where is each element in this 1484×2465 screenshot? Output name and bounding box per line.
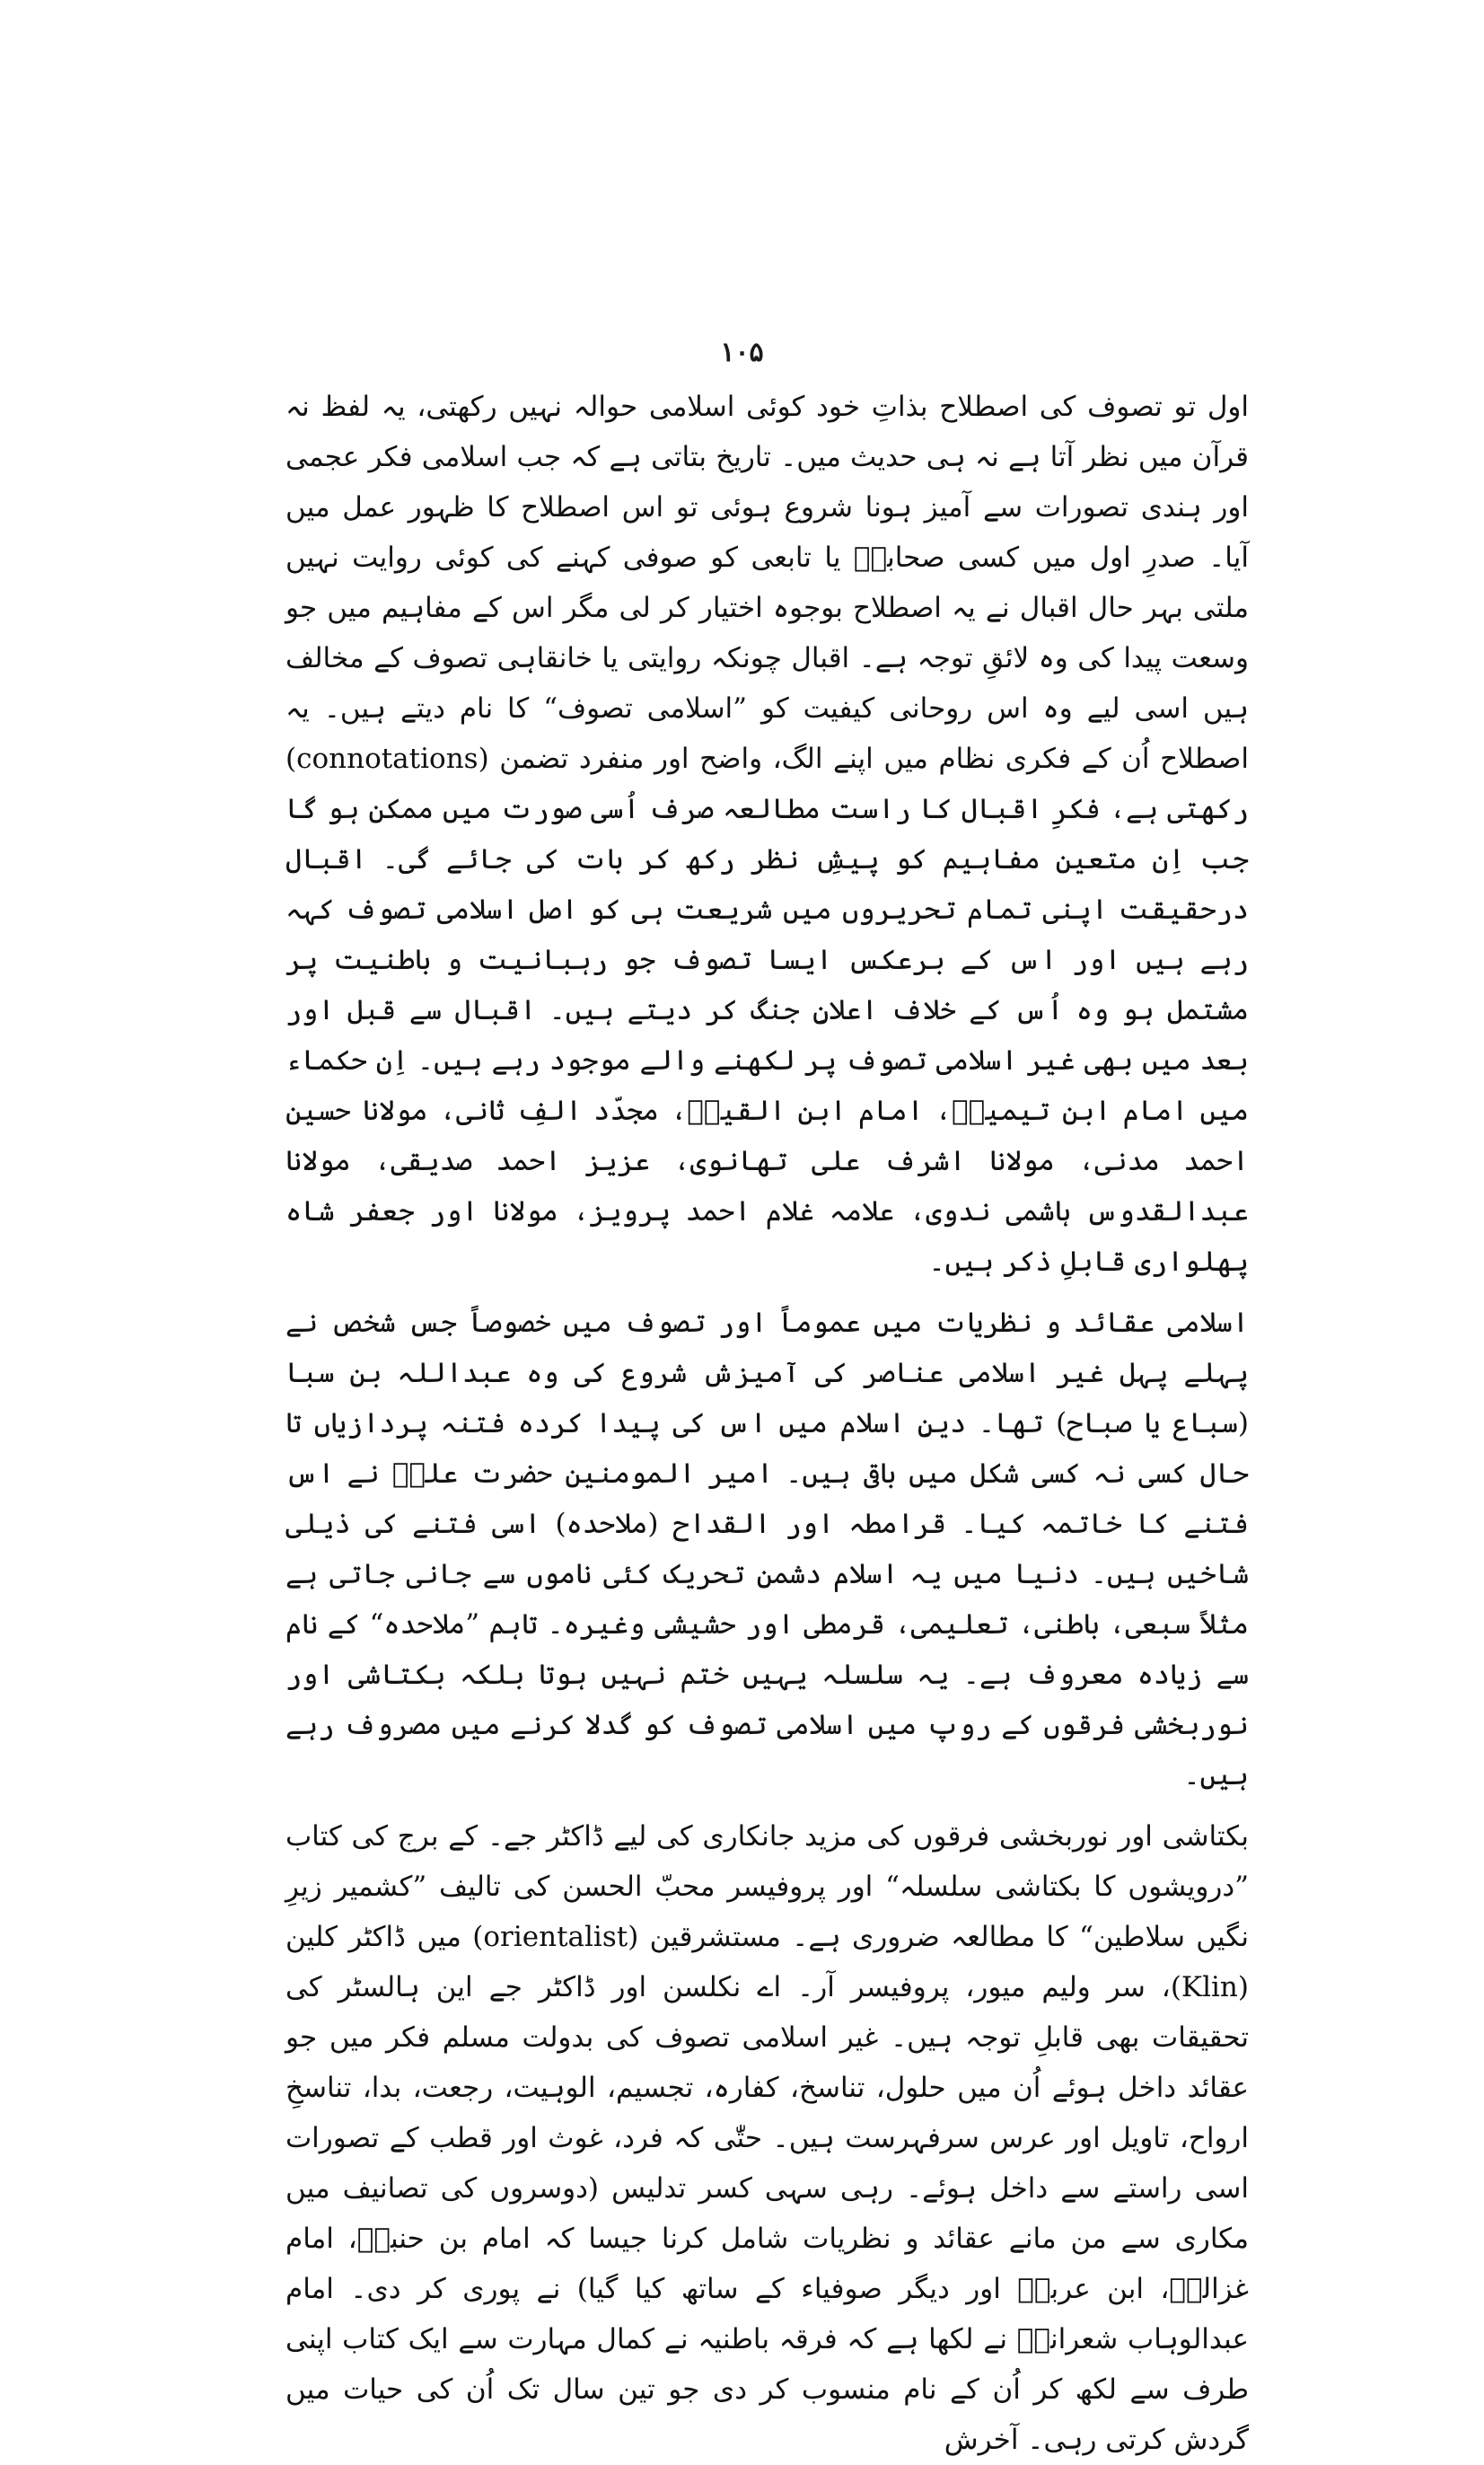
paragraph-2: اسلامی عقائد و نظریات میں عموماً اور تصوف میں خصوصاً جس شخص نے پہلے پہل غیر اسلامی عناصر کی آمیزش شروع کی وہ عبداللہ بن سبا (سباع یا صباح) تھا۔ دینِ اسلام میں اس کی پیدا کردہ فتنہ پردازیاں تا حال کسی نہ کسی شکل میں باقی ہیں۔ امیر المومنین حضرت علیؓ نے اس فتنے کا خاتمہ کیا۔ قرامطہ اور القداح (ملاحدہ) اسی فتنے کی ذیلی شاخیں ہیں۔ دنیا میں یہ اسلام دشمن تحریک کئی ناموں سے جانی جاتی ہے مثلاً سبعی، باطنی، تعلیمی، قرمطی اور حشیشی وغیرہ۔ تاہم ”ملاحدہ“ کے نام سے زیادہ معروف ہے۔ یہ سلسلہ یہیں ختم نہیں ہوتا بلکہ بکتاشی اور نوربخشی فرقوں کے روپ میں اسلامی تصوف کو گدلا کرنے میں مصروف رہے ہیں۔	[285, 1307, 1249, 1792]
page-number: ۱۰۵	[720, 337, 764, 368]
paragraph-1: اول تو تصوف کی اصطلاح بذاتِ خود کوئی اسلامی حوالہ نہیں رکھتی، یہ لفظ نہ قرآن میں نظر آتا ہے نہ ہی حدیث میں۔ تاریخ بتاتی ہے کہ جب اسلامی فکر عجمی اور ہندی تصورات سے آمیز ہونا شروع ہوئی تو اس اصطلاح کا ظہور عمل میں آیا۔ صدرِ اول میں کسی صحابیؓ یا تابعی کو صوفی کہنے کی کوئی روایت نہیں ملتی بہر حال اقبال نے یہ اصطلاح بوجوہ اختیار کر لی مگر اس کے مفاہیم میں جو وسعت پیدا کی وہ لائقِ توجہ ہے۔ اقبال چونکہ روایتی یا خانقاہی تصوف کے مخالف ہیں اسی لیے وہ اس روحانی کیفیت کو ”اسلامی تصوف“ کا نام دیتے ہیں۔ یہ اصطلاح اُن کے فکری نظام میں اپنے الگ، واضح اور منفرد تضمن (connotations) رکھتی ہے، فکرِ اقبال کا راست مطالعہ صرف اُسی صورت میں ممکن ہو گا جب اِن متعین مفاہیم کو پیشِ نظر رکھ کر بات کی جائے گی۔ اقبال درحقیقت اپنی تمام تحریروں میں شریعت ہی کو اصل اسلامی تصوف کہہ رہے ہیں اور اس کے برعکس ایسا تصوف جو رہبانیت و باطنیت پر مشتمل ہو وہ اُس کے خلاف اعلانِ جنگ کر دیتے ہیں۔ اقبال سے قبل اور بعد میں بھی غیر اسلامی تصوف پر لکھنے والے موجود رہے ہیں۔ اِن حکماء میں امام ابن تیمیہؒ، امام ابن القیمؒ، مجدّد الفِ ثانی، مولانا حسین احمد مدنی، مولانا اشرف علی تھانوی، عزیز احمد صدیقی، مولانا عبدالقدوس ہاشمی ندوی، علامہ غلام احمد پرویز، مولانا اور جعفر شاہ پھلواری قابلِ ذکر ہیں۔	[285, 391, 1249, 1278]
body-text	[285, 382, 1249, 2465]
paragraph-3: بکتاشی اور نوربخشی فرقوں کی مزید جانکاری کی لیے ڈاکٹر جے۔ کے برج کی کتاب ”درویشوں کا بکتاشی سلسلہ“ اور پروفیسر محبّ الحسن کی تالیف ”کشمیر زیرِ نگیں سلاطین“ کا مطالعہ ضروری ہے۔ مستشرقین (orientalist) میں ڈاکٹر کلین (Klin)، سر ولیم میور، پروفیسر آر۔ اے نکلسن اور ڈاکٹر جے این ہالسٹر کی تحقیقات بھی قابلِ توجہ ہیں۔ غیر اسلامی تصوف کی بدولت مسلم فکر میں جو عقائد داخل ہوئے اُن میں حلول، تناسخ، کفارہ، تجسیم، الوہیت، رجعت، بدا، تناسخِ ارواح، تاویل اور عرس سرفہرست ہیں۔ حتّٰی کہ فرد، غوث اور قطب کے تصورات اسی راستے سے داخل ہوئے۔ رہی سہی کسر تدلیس (دوسروں کی تصانیف میں مکاری سے من مانے عقائد و نظریات شامل کرنا جیسا کہ امام بن حنبلؒ، امام غزالیؒ، ابن عربیؒ اور دیگر صوفیاء کے ساتھ کیا گیا) نے پوری کر دی۔ امام عبدالوہاب شعرانیؒ نے لکھا ہے کہ فرقہ باطنیہ نے کمال مہارت سے ایک کتاب اپنی طرف سے لکھ کر اُن کے نام منسوب کر دی جو تین سال تک اُن کی حیات میں گردش کرتی رہی۔ آخرش	[285, 1820, 1249, 2456]
